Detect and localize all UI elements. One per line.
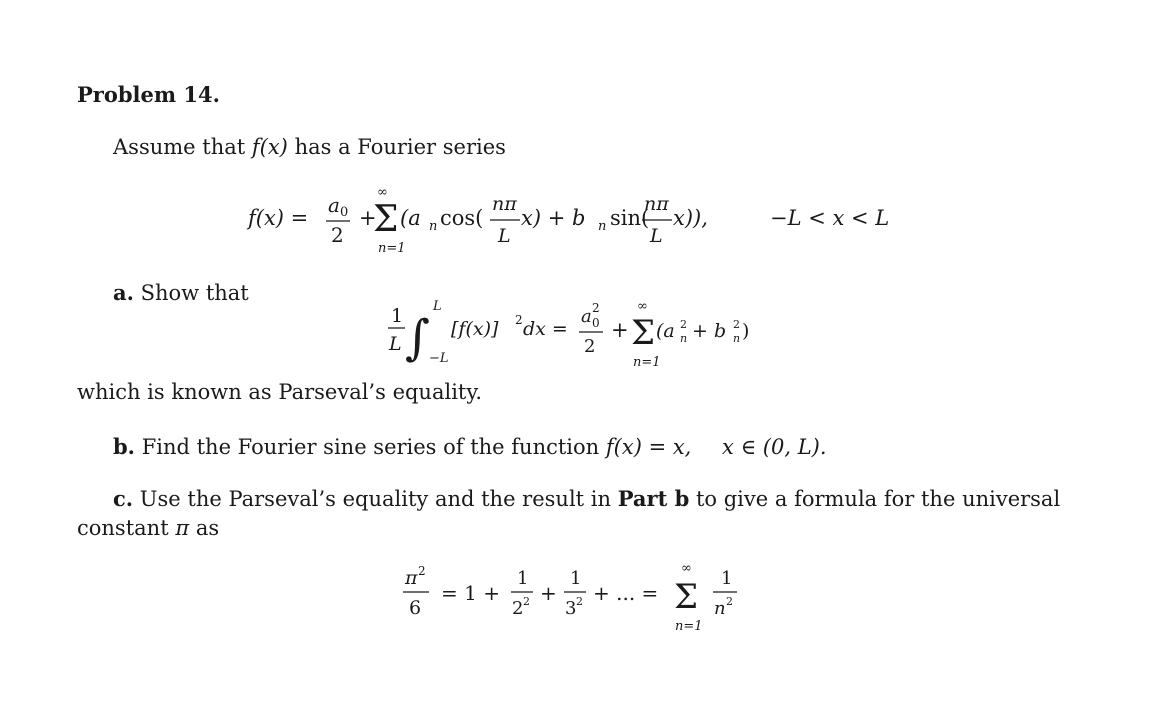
- cos-x-plus-b: x) + b: [521, 206, 586, 230]
- sin-npi: nπ: [644, 193, 669, 215]
- integral-sign: ∫: [405, 310, 431, 366]
- cos-text: cos(: [440, 206, 484, 230]
- basel-sum-upper: ∞: [681, 561, 692, 576]
- a0-subscript: 0: [340, 205, 349, 220]
- basel-six: 6: [409, 597, 422, 619]
- cos-npi: nπ: [492, 193, 517, 215]
- basel-pi-sup: 2: [418, 564, 426, 578]
- term-bn-subscript: n: [598, 219, 607, 234]
- basel-eq1: = 1 +: [441, 581, 500, 605]
- parseval-one: 1: [391, 305, 404, 327]
- sin-text: sin(: [610, 206, 650, 230]
- intro-prefix: Assume that: [113, 135, 246, 159]
- part-b-line: [113, 434, 827, 459]
- parseval-known-as: which is known as Parseval’s equality.: [77, 380, 483, 404]
- term-an: (a: [400, 206, 421, 230]
- rest-open: (a: [656, 320, 675, 342]
- basel-sigma: Σ: [674, 577, 699, 617]
- basel-dots: + ... =: [593, 581, 659, 605]
- basel-sum-lower: n=1: [675, 619, 703, 634]
- parseval-equation: [385, 292, 785, 377]
- basel-den-b-sup: 2: [576, 595, 583, 608]
- an-sub: n: [680, 332, 688, 345]
- parseval-sum-upper: ∞: [637, 299, 648, 314]
- basel-one-c: 1: [721, 568, 733, 589]
- series-plus: +: [359, 206, 377, 230]
- basel-den-a-sup: 2: [523, 595, 530, 608]
- sin-L: L: [650, 225, 663, 247]
- part-c-partb: Part b: [617, 486, 690, 511]
- a0sq-sub: 0: [592, 316, 600, 330]
- integral-upper: L: [433, 299, 442, 314]
- part-b-domain: x ∈ (0, L).: [722, 435, 827, 459]
- bn-sup: 2: [733, 318, 740, 331]
- a0sq-denominator: 2: [584, 336, 596, 357]
- part-c-line2: [77, 516, 219, 540]
- part-a-label: a.: [113, 280, 134, 305]
- basel-den-c: n: [714, 598, 726, 619]
- term-an-subscript: n: [429, 219, 438, 234]
- part-c-label: c.: [113, 486, 134, 511]
- parseval-plus: +: [611, 318, 629, 342]
- intro-suffix: has a Fourier series: [294, 135, 506, 159]
- basel-den-b: 3: [565, 598, 577, 619]
- cos-L: L: [498, 225, 511, 247]
- part-a-line: [113, 280, 249, 305]
- parseval-L: L: [389, 333, 402, 355]
- a0sq-sup: 2: [592, 301, 600, 315]
- sigma-symbol: Σ: [373, 199, 399, 240]
- part-c-constant: constant: [77, 516, 169, 540]
- basel-one-b: 1: [570, 568, 582, 589]
- an-sup: 2: [680, 318, 687, 331]
- part-c-as: as: [195, 516, 220, 540]
- a0-numerator: a: [328, 193, 340, 217]
- basel-den-a: 2: [512, 598, 524, 619]
- series-lhs: f(x) =: [248, 206, 309, 230]
- basel-plus: +: [540, 581, 557, 605]
- intro-line: [113, 135, 506, 159]
- part-b-text: Find the Fourier sine series of the function: [141, 435, 600, 459]
- part-b-function: f(x) = x,: [605, 435, 692, 459]
- part-c-text2: to give a formula for the universal: [695, 487, 1061, 511]
- rest-close: ): [742, 320, 750, 342]
- parseval-sigma: Σ: [631, 313, 656, 353]
- integrand-square: 2: [515, 313, 523, 327]
- basel-den-c-sup: 2: [726, 595, 733, 608]
- dx-equals: dx =: [523, 318, 568, 340]
- sin-x-close: x)),: [673, 206, 708, 230]
- basel-one-a: 1: [517, 568, 529, 589]
- part-a-text: Show that: [140, 281, 249, 305]
- fourier-series-equation: [240, 180, 920, 265]
- integrand: [f(x)]: [451, 318, 499, 340]
- sum-lower-limit: n=1: [378, 241, 406, 256]
- parseval-sum-lower: n=1: [633, 355, 661, 370]
- sum-upper-limit: ∞: [377, 185, 388, 200]
- rest-plus-b: + b: [692, 320, 727, 342]
- basel-pi: π: [405, 567, 418, 589]
- a0sq-base: a: [581, 306, 592, 327]
- integral-lower: −L: [429, 351, 449, 366]
- basel-equation: [395, 558, 755, 643]
- part-c-pi: π: [175, 516, 190, 540]
- part-c-line1: [113, 486, 1123, 511]
- part-b-label: b.: [113, 434, 135, 459]
- problem-title: Problem 14.: [77, 82, 220, 107]
- intro-function: f(x): [251, 135, 288, 159]
- bn-sub: n: [733, 332, 741, 345]
- part-c-text1: Use the Parseval’s equality and the result in: [139, 487, 612, 511]
- series-domain: −L < x < L: [770, 206, 890, 230]
- a0-denominator: 2: [331, 223, 344, 247]
